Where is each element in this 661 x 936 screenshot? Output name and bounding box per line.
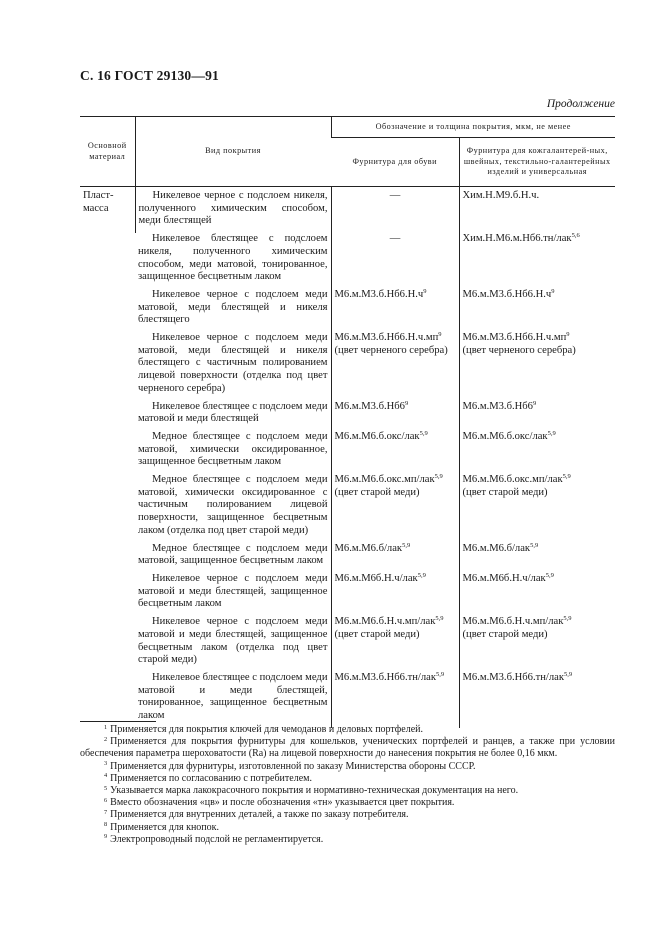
footnote	[80, 736, 615, 760]
footwear-color-note: (цвет старой меди)	[334, 486, 420, 498]
footwear-footnote-ref: 9	[404, 399, 409, 407]
footwear-code: М6.м.М3.б.Нб6	[334, 400, 405, 412]
coating-table	[80, 116, 615, 728]
coating-description: Медное блестящее с подслоем меди матовой, химически оксидированное с частичным полированием лицевой поверхности, защищенное бесцветным лаком (отделка под цвет старой меди)	[138, 474, 328, 536]
leather-footnote-ref: 5,6	[571, 232, 580, 240]
footwear-color-note: (цвет черненого серебра)	[334, 344, 448, 356]
footwear-code: М6.м.М6.б.окс.мп/лак	[334, 474, 435, 486]
footnote	[80, 809, 615, 821]
footwear-dash: —	[389, 190, 401, 201]
leather-code: М6.м.М6б.Н.ч/лак	[462, 572, 546, 584]
leather-footnote-ref: 5,9	[563, 615, 572, 623]
leather-color-note: (цвет старой меди)	[462, 628, 548, 640]
leather-footnote-ref: 5,9	[530, 541, 539, 549]
leather-footnote-ref: 5,9	[547, 429, 556, 437]
footnote-text: Применяется для фурнитуры, изготовленной по заказу Министерства обороны СССР.	[110, 760, 476, 772]
leather-code: М6.м.М6.б/лак	[462, 542, 531, 554]
table-row	[80, 573, 615, 616]
coating-description: Никелевое блестящее с подслоем никеля, полученного химическим способом, меди матовой, тонированное, защищенное бесцветным лаком	[138, 233, 328, 283]
footwear-dash: —	[389, 233, 401, 245]
coating-description: Никелевое черное с подслоем меди матовой и меди блестящей, защищенное бесцветным лаком	[138, 572, 328, 610]
footnote	[80, 785, 615, 797]
footnotes	[80, 724, 615, 846]
table-header	[80, 117, 615, 187]
leather-code: М6.м.М3.б.Нб6.тн/лак	[462, 671, 564, 683]
coating-description: Медное блестящее с подслоем меди матовой, химически оксидированное, защищенное бесцветным лаком	[138, 430, 328, 468]
footnote-number: 4	[104, 772, 108, 780]
table-row	[80, 431, 615, 474]
footnote-number: 7	[104, 808, 108, 816]
footwear-code: М6.м.М3.б.Нб6.Н.ч.мп	[334, 332, 439, 344]
table-body	[80, 187, 615, 728]
footwear-footnote-ref: 5,9	[434, 473, 443, 481]
continuation-label: Продолжение	[546, 98, 615, 110]
table-row	[80, 543, 615, 573]
footwear-cell	[331, 233, 459, 289]
footwear-cell	[331, 289, 459, 332]
leather-code: М6.м.М6.б.окс/лак	[462, 430, 548, 442]
table-row	[80, 672, 615, 728]
table-row	[80, 616, 615, 672]
leather-code: Хим.Н.М9.б.Н.ч.	[462, 190, 540, 201]
footnote-text: Применяется для покрытия ключей для чемоданов и деловых портфелей.	[110, 724, 423, 735]
coating-description: Никелевое черное с подслоем меди матовой, меди блестящей и никеля блестящего	[138, 288, 328, 326]
footnote-text: Применяется для кнопок.	[110, 821, 220, 833]
footnote-number: 9	[104, 833, 108, 841]
coating-description: Медное блестящее с подслоем меди матовой, защищенное бесцветным лаком	[138, 542, 328, 567]
leather-footnote-ref: 9	[566, 331, 570, 339]
footnote-number: 5	[104, 784, 108, 792]
leather-code: М6.м.М6.б.окс.мп/лак	[462, 474, 563, 486]
footnote-number: 8	[104, 821, 108, 829]
header-coating-type: Вид покрытия	[135, 117, 331, 187]
header-designation-group: Обозначение и толщина покрытия, мкм, не менее	[331, 117, 615, 138]
table-row	[80, 474, 615, 543]
footwear-footnote-ref: 5,9	[435, 615, 444, 623]
footnote-number: 6	[104, 796, 108, 804]
leather-footnote-ref: 5,9	[545, 571, 554, 579]
footwear-cell	[331, 474, 459, 543]
footwear-footnote-ref: 5,9	[402, 541, 411, 549]
footwear-cell	[331, 616, 459, 672]
footnote-rule	[80, 721, 156, 722]
leather-cell	[459, 474, 615, 543]
leather-cell	[459, 431, 615, 474]
footwear-footnote-ref: 9	[438, 331, 442, 339]
footnote	[80, 834, 615, 846]
footwear-cell	[331, 401, 459, 431]
leather-color-note: (цвет черненого серебра)	[462, 344, 576, 356]
footnote	[80, 797, 615, 809]
footwear-cell	[331, 431, 459, 474]
footwear-cell	[331, 573, 459, 616]
footwear-footnote-ref: 9	[423, 287, 427, 295]
leather-code: М6.м.М3.б.Нб6.Н.ч	[462, 288, 552, 300]
leather-cell	[459, 289, 615, 332]
footnote-number: 1	[104, 723, 108, 731]
leather-footnote-ref: 9	[551, 287, 555, 295]
footnote	[80, 724, 615, 736]
footwear-code: М6.м.М3.б.Нб6.тн/лак	[334, 671, 436, 683]
page-header: С. 16 ГОСТ 29130—91	[80, 68, 219, 83]
footwear-cell	[331, 187, 459, 234]
leather-cell	[459, 401, 615, 431]
footwear-code: М6.м.М6.б/лак	[334, 542, 403, 554]
table-row	[80, 187, 615, 234]
footwear-code: М6.м.М6.б.окс/лак	[334, 430, 420, 442]
leather-cell	[459, 616, 615, 672]
table-row	[80, 233, 615, 289]
coating-description: Никелевое черное с подслоем никеля, полученного химическим способом, меди блестящей	[135, 187, 331, 234]
table-row	[80, 289, 615, 332]
leather-cell	[459, 332, 615, 401]
leather-footnote-ref: 5,9	[562, 473, 571, 481]
table-row	[80, 401, 615, 431]
footnote-text: Применяется для покрытия фурнитуры для кошельков, ученических портфелей и ранцев, а также при условии обеспечения параметра шероховатости (Ra) на лицевой поверхности до нанесения покрытия не более 0,16 мкм.	[80, 736, 615, 760]
leather-cell	[459, 233, 615, 289]
leather-footnote-ref: 9	[532, 399, 537, 407]
footwear-cell	[331, 332, 459, 401]
leather-cell	[459, 187, 615, 234]
leather-cell	[459, 573, 615, 616]
footnote	[80, 773, 615, 785]
material-cell	[80, 187, 135, 728]
footnote-text: Вместо обозначения «цв» и после обозначения «тн» указывается цвет покрытия.	[110, 797, 455, 809]
footnote-text: Применяется по согласованию с потребителем.	[110, 772, 312, 784]
coating-description: Никелевое черное с подслоем меди матовой, меди блестящей и никеля блестящего с частичным полированием лицевой поверхности (отделка под цвет черненого серебра)	[138, 332, 328, 394]
footwear-footnote-ref: 5,9	[419, 429, 428, 437]
footwear-code: М6.м.М6.б.Н.ч.мп/лак	[334, 616, 436, 628]
footwear-code: М6.м.М3.б.Нб6.Н.ч	[334, 288, 424, 300]
leather-cell	[459, 543, 615, 573]
table-row	[80, 332, 615, 401]
coating-description: Никелевое блестящее с подслоем меди матовой и меди блестящей	[138, 400, 328, 425]
coating-description: Никелевое блестящее с подслоем меди матовой и меди блестящей, тонированное, защищенное бесцветным лаком	[138, 671, 328, 722]
footnote-text: Применяется для внутренних деталей, а также по заказу потребителя.	[110, 809, 409, 821]
header-footwear: Фурнитура для обуви	[331, 138, 459, 187]
footwear-footnote-ref: 5,9	[417, 571, 426, 579]
footnote-text: Электропроводный подслой не регламентируется.	[110, 833, 324, 845]
footnote	[80, 761, 615, 773]
header-leather: Фурнитура для кожгалантерей-ных, швейных, текстильно-галантерейных изделий и универсальная	[459, 138, 615, 187]
footnote-number: 3	[104, 760, 108, 768]
leather-code: М6.м.М3.б.Нб6	[462, 400, 533, 412]
leather-footnote-ref: 5,9	[563, 670, 573, 678]
leather-code: Хим.Н.М6.м.Нб6.тн/лак	[462, 233, 572, 245]
material-label: Пласт-масса	[83, 190, 114, 214]
coating-description: Никелевое черное с подслоем меди матовой и меди блестящей, защищенное бесцветным лаком (отделка под цвет старой меди)	[138, 616, 328, 666]
leather-color-note: (цвет старой меди)	[462, 486, 548, 498]
leather-code: М6.м.М6.б.Н.ч.мп/лак	[462, 616, 564, 628]
footnote	[80, 822, 615, 834]
footwear-color-note: (цвет старой меди)	[334, 628, 420, 640]
leather-code: М6.м.М3.б.Нб6.Н.ч.мп	[462, 332, 567, 344]
footwear-cell	[331, 543, 459, 573]
header-material: Основной материал	[80, 117, 135, 187]
footnote-text: Указывается марка лакокрасочного покрытия и нормативно-техническая документация на него.	[110, 785, 519, 797]
leather-cell	[459, 672, 615, 728]
footwear-footnote-ref: 5,9	[435, 670, 445, 678]
footwear-cell	[331, 672, 459, 728]
footwear-code: М6.м.М6б.Н.ч/лак	[334, 572, 418, 584]
footnote-number: 2	[104, 735, 108, 743]
